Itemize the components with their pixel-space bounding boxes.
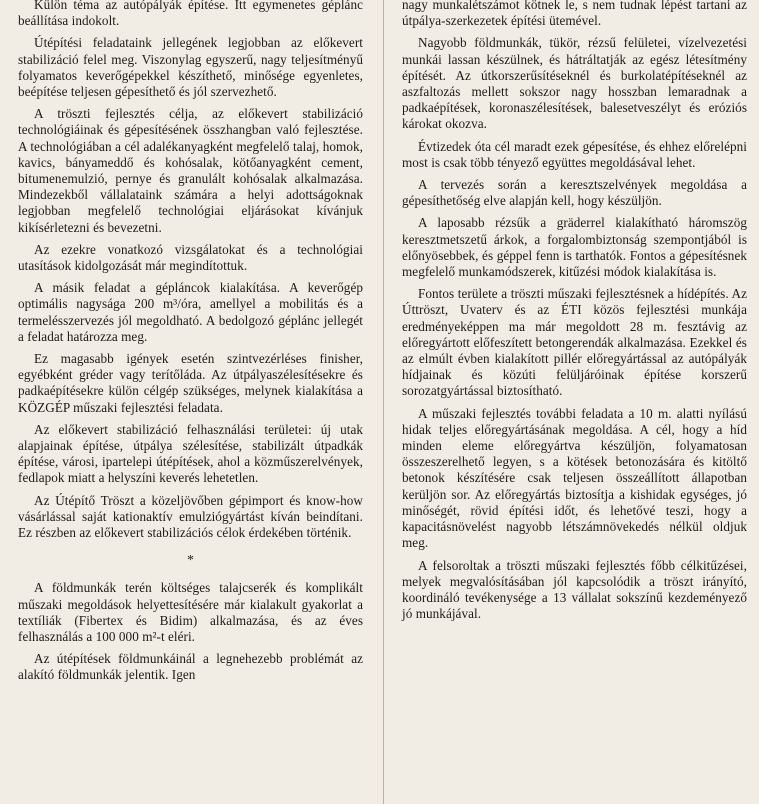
left-column — [18, 0, 363, 690]
paragraph-foldmunkak-textiliak: A földmunkák terén költséges talajcserék és komplikált műszaki megoldások helyettesítésére már kialakult gyakorlat a textíliák (Fibertex és Bidim) alkalmazása, és az éves felhasználás a 100 000 m²-t eléri. — [18, 580, 363, 644]
paragraph-kishidak: A műszaki fejlesztés további feladata a 10 m. alatti nyílású hidak teljes előregyártásának megoldása. A cél, hogy a híd minden eleme előregyártva készüljön, folyamatosan összeszerelhető legyen, s a kötések betonozására és kitöltő betonok készítésére csak teljesen összeállított állapotban kerüljön sor. Az előregyártás biztosítja a kishidak egységes, jó minőségét, rövid építési időt, és lehetővé teszi, hogy a kapacitásnövelést nagyobb létszámnövekedés nélkül oldjuk meg. — [402, 405, 747, 551]
paragraph-felhasznalasi-teruletei: Az előkevert stabilizáció felhasználási területei: új utak alapjainak építése, útpálya szélesítése, stabilizált útpadkák építése, városi, ipartelepi útépítések, ahol a közműszerelvények, fedlapok miatt a helyszíni keverés lehetetlen. — [18, 421, 363, 486]
right-column — [402, 0, 747, 628]
paragraph-finisher: Ez magasabb igények esetén szintvezérléses finisher, egyébként gréder vagy terítőláda. Az útpályaszélesítésekre és padkaépítésekre külön célgép szükséges, melynek kialakítása a KÖZGÉP műszaki fejlesztési feladata. — [18, 351, 363, 415]
column-divider — [383, 0, 384, 804]
paragraph-autopalyak: Külön téma az autópályák építése. Itt egymenetes géplánc beállítása indokolt. — [18, 0, 363, 29]
paragraph-nagyobb-foldmunkak: Nagyobb földmunkák, tükör, rézsű felületei, vízelvezetési munkái lassan készülnek, és hátráltatják az egész létesítmény építését. Az útkorszerűsítéseknél és burkolatépítéseknél az aszfaltozás mellett sokszor nagy hosszban lemaradnak a padkaépítések, koronaszélesítések, balesetveszélyt és eróziós károkat okozva. — [402, 35, 747, 132]
paragraph-utepitesi-feladataink: Útépítési feladataink jellegének legjobban az előkevert stabilizáció felel meg. Viszonylag egyszerű, nagy teljesítményű folyamatos keverőgépekkel készíthető, minősége egyenletes, beépítése teljesen gépesíthető és jól szervezhető. — [18, 35, 363, 100]
paragraph-troszti-fejlesztes-celja: A tröszti fejlesztés célja, az előkevert stabilizáció technológiáinak és gépesítésének összhangban való fejlesztése. A technológiában a cél adalékanyagként megfelelő talaj, homok, kavics, bányameddő és kohósalak, kötőanyagként cement, bitumenemulzió, pernye és granulált kohósalak alkalmazása. Mindezekből vállalataink számára a helyi adottságoknak legjobban megfelelő technológiai eljárásokat kívánjuk kikísérletezni és bevezetni. — [18, 106, 363, 235]
paragraph-utepito-troszt: Az Útépítő Tröszt a közeljövőben gépimport és know-how vásárlással saját kationaktív emulziógyártást kíván beindítani. Ez részben az előkevert stabilizációs célok érdekében történik. — [18, 492, 363, 541]
paragraph-evtizedek: Évtizedek óta cél maradt ezek gépesítése, és ehhez előrelépni most is csak több tényező együttes megoldásával lehet. — [402, 138, 747, 170]
paragraph-geplancok: A másik feladat a gépláncok kialakítása. A keverőgép optimális nagysága 200 m³/óra, amellyel a mobilitás és a termelésszervezés jól megoldható. A bedolgozó géplánc jellegét a feladat határozza meg. — [18, 280, 363, 344]
paragraph-munkaletszam: nagy munkalétszámot kötnek le, s nem tudnak lépést tartani az útpálya-szerkezetek építési ütemével. — [402, 0, 747, 29]
paragraph-celkituzesek: A felsoroltak a tröszti műszaki fejlesztés főbb célkitűzései, melyek megvalósításában jól kapcsolódik a tröszt irányító, koordináló tevékenysége a 13 vállalat sokszínű kezdeményező jó munkájával. — [402, 557, 747, 622]
paragraph-hidepites: Fontos területe a tröszti műszaki fejlesztésnek a hídépítés. Az Úttröszt, Uvaterv és az ÉTI közös fejlesztési munkája eredményeképpen ma már megoldott 28 m. fesztávig az előregyártott előfeszített betongerendák alkalmazása. Ezekkel és az elmúlt évben kialakított pillér előregyártással az autópályák hídjainak és közúti felüljáróinak építése korszerű sorozatgyártással biztosítható. — [402, 286, 747, 399]
paragraph-vizsgalatok: Az ezekre vonatkozó vizsgálatokat és a technológiai utasítások kidolgozását már megindítottuk. — [18, 241, 363, 274]
paragraph-tervezes: A tervezés során a keresztszelvények megoldása a gépesíthetőség elve alapján kell, hogy készüljön. — [402, 177, 747, 209]
section-separator: * — [187, 553, 194, 569]
paragraph-alakito-foldmunkak: Az útépítések földmunkáinál a legnehezebb problémát az alakító földmunkák jelentik. Igen — [18, 651, 363, 683]
paragraph-laposabb-rezsuk: A laposabb rézsűk a gräderrel kialakítható háromszög keresztmetszetű árkok, a forgalombiztonság szempontjából is előnyösebbek, és géppel fenn is tarthatók. Fontos a gépesítésnek megfelelő munkamódszerek, kitűzési módok kialakítása is. — [402, 215, 747, 280]
